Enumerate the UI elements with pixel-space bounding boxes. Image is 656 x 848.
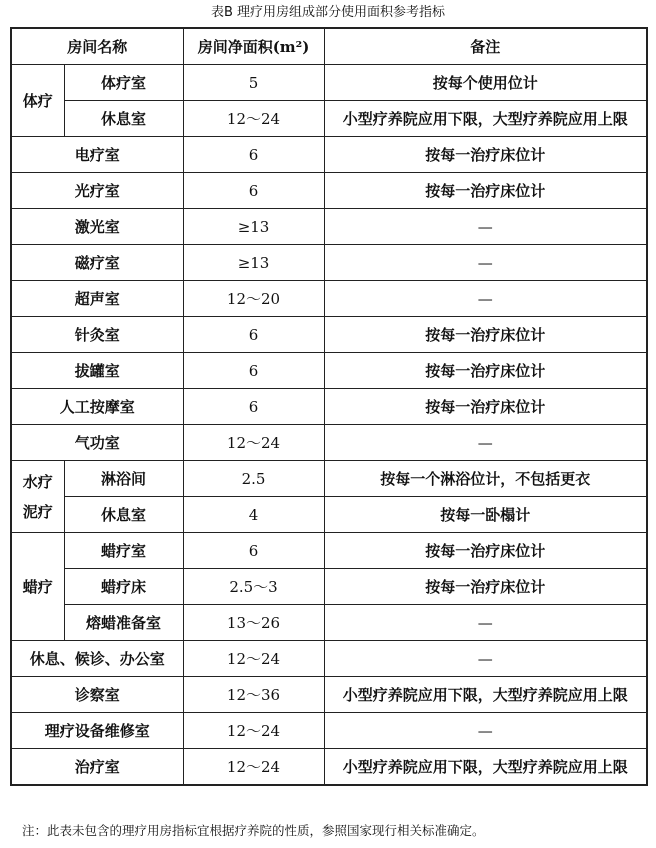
room-note: 按每一治疗床位计: [324, 389, 647, 425]
room-note: —: [324, 209, 647, 245]
room-note: 按每一治疗床位计: [324, 317, 647, 353]
room-area: 6: [183, 317, 324, 353]
group-label-niliao: 泥疗: [22, 502, 53, 521]
room-name: 超声室: [11, 281, 183, 317]
room-name: 休息室: [64, 101, 183, 137]
table-row: [11, 281, 647, 317]
room-note: 小型疗养院应用下限，大型疗养院应用上限: [324, 677, 647, 713]
room-name: 人工按摩室: [11, 389, 183, 425]
room-area: 2.5: [183, 461, 324, 497]
table-row: [11, 353, 647, 389]
room-note: 按每个使用位计: [324, 65, 647, 101]
table-row: [11, 317, 647, 353]
table-row: [11, 749, 647, 786]
room-name: 气功室: [11, 425, 183, 461]
room-name: 淋浴间: [64, 461, 183, 497]
room-area: 6: [183, 533, 324, 569]
header-net-area: 房间净面积(m²): [183, 28, 324, 65]
table-row: [11, 173, 647, 209]
header-room-name: 房间名称: [11, 28, 183, 65]
room-area: 6: [183, 353, 324, 389]
room-name: 针灸室: [11, 317, 183, 353]
room-note: 按每一治疗床位计: [324, 353, 647, 389]
room-area: ≥13: [183, 245, 324, 281]
room-name: 光疗室: [11, 173, 183, 209]
room-note: 按每一治疗床位计: [324, 173, 647, 209]
room-area: 12～24: [183, 713, 324, 749]
table-row: [11, 137, 647, 173]
room-name: 体疗室: [64, 65, 183, 101]
table-row: [11, 101, 647, 137]
room-area: 12～24: [183, 749, 324, 786]
header-remarks: 备注: [324, 28, 647, 65]
room-note: 按每一治疗床位计: [324, 137, 647, 173]
room-name: 熔蜡准备室: [64, 605, 183, 641]
room-note: 按每一治疗床位计: [324, 569, 647, 605]
room-name: 电疗室: [11, 137, 183, 173]
table-row: [11, 245, 647, 281]
room-note: 小型疗养院应用下限，大型疗养院应用上限: [324, 749, 647, 786]
room-note: —: [324, 713, 647, 749]
room-area: 12～20: [183, 281, 324, 317]
room-note: —: [324, 281, 647, 317]
room-name: 激光室: [11, 209, 183, 245]
room-note: 按每一个淋浴位计，不包括更衣: [324, 461, 647, 497]
room-area: 6: [183, 137, 324, 173]
room-area: 6: [183, 389, 324, 425]
room-area: 5: [183, 65, 324, 101]
table-row: [11, 713, 647, 749]
room-note: —: [324, 641, 647, 677]
header-row: [11, 28, 647, 65]
table-row: [11, 425, 647, 461]
room-area: ≥13: [183, 209, 324, 245]
room-note: —: [324, 245, 647, 281]
room-area: 6: [183, 173, 324, 209]
room-name: 休息、候诊、办公室: [11, 641, 183, 677]
room-note: —: [324, 425, 647, 461]
room-area: 2.5～3: [183, 569, 324, 605]
room-area: 12～24: [183, 101, 324, 137]
room-note: 按每一治疗床位计: [324, 533, 647, 569]
table-row: [11, 605, 647, 641]
table-row: [11, 677, 647, 713]
group-label-tiliao: 体疗: [11, 65, 64, 137]
room-area: 12～24: [183, 641, 324, 677]
table-row: [11, 209, 647, 245]
table-row: [11, 641, 647, 677]
room-name: 诊察室: [11, 677, 183, 713]
table-row: [11, 533, 647, 569]
room-area: 4: [183, 497, 324, 533]
room-name: 磁疗室: [11, 245, 183, 281]
room-note: 按每一卧榻计: [324, 497, 647, 533]
room-name: 蜡疗室: [64, 533, 183, 569]
group-label-water-mud: [11, 461, 64, 533]
group-label-shuiliao: 水疗: [22, 472, 53, 491]
room-name: 蜡疗床: [64, 569, 183, 605]
room-area: 13～26: [183, 605, 324, 641]
room-name: 理疗设备维修室: [11, 713, 183, 749]
room-name: 治疗室: [11, 749, 183, 786]
group-label-laliao: 蜡疗: [11, 533, 64, 641]
room-note: 小型疗养院应用下限，大型疗养院应用上限: [324, 101, 647, 137]
table-row: [11, 497, 647, 533]
table-row: [11, 65, 647, 101]
room-area: 12～36: [183, 677, 324, 713]
room-note: —: [324, 605, 647, 641]
table-footnote: 注：此表未包含的理疗用房指标宜根据疗养院的性质，参照国家现行相关标准确定。: [22, 823, 485, 838]
table-row: [11, 569, 647, 605]
room-name: 休息室: [64, 497, 183, 533]
room-name: 拔罐室: [11, 353, 183, 389]
table-caption: 表B 理疗用房组成部分使用面积参考指标: [210, 5, 446, 20]
table-row: [11, 461, 647, 497]
area-reference-table: [10, 27, 648, 786]
room-area: 12～24: [183, 425, 324, 461]
table-row: [11, 389, 647, 425]
